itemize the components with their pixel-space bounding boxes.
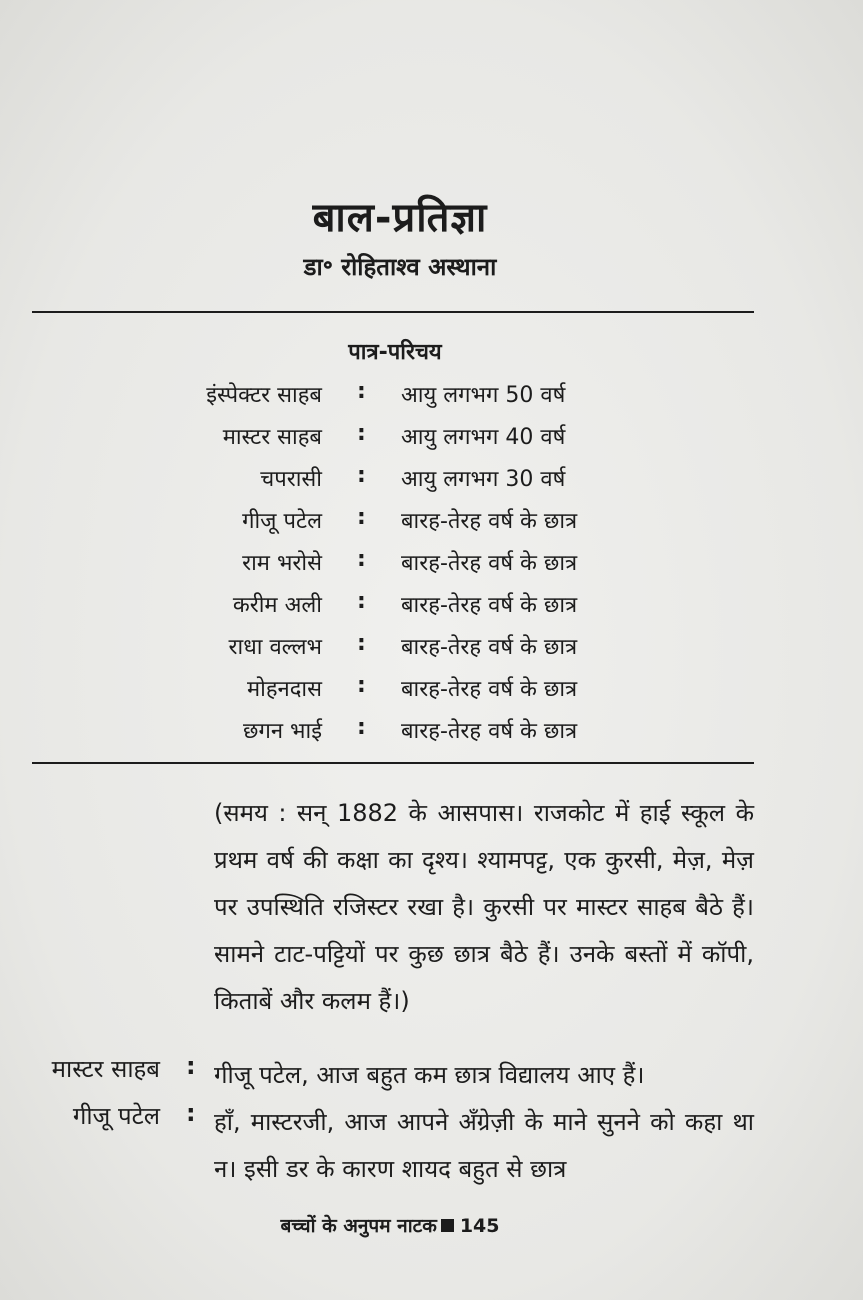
separator-colon: : [357, 547, 366, 572]
character-description: बारह-तेरह वर्ष के छात्र [401, 719, 578, 744]
square-bullet-icon [441, 1219, 454, 1232]
character-name: मोहनदास [247, 677, 322, 702]
cast-row [0, 625, 863, 667]
separator-colon: : [357, 505, 366, 530]
separator-colon: : [186, 1099, 196, 1127]
cast-row [0, 499, 863, 541]
character-description: बारह-तेरह वर्ष के छात्र [401, 593, 578, 618]
separator-colon: : [357, 421, 366, 446]
character-description: बारह-तेरह वर्ष के छात्र [401, 509, 578, 534]
play-title: बाल-प्रतिज्ञा [312, 195, 488, 241]
character-description: आयु लगभग 30 वर्ष [401, 467, 566, 492]
cast-row [0, 373, 863, 415]
separator-colon: : [357, 631, 366, 656]
cast-row [0, 709, 863, 751]
separator-colon: : [186, 1052, 196, 1080]
separator-colon: : [357, 379, 366, 404]
top-divider [32, 311, 754, 313]
speaker-name: गीजू पटेल [72, 1102, 160, 1130]
dialogue-text: गीजू पटेल, आज बहुत कम छात्र विद्यालय आए हैं। [214, 1061, 645, 1089]
cast-row [0, 583, 863, 625]
cast-row [0, 415, 863, 457]
dialogue-text: हाँ, मास्टरजी, आज आपने अँग्रेज़ी के माने सुनने को कहा था न। इसी डर के कारण शायद बहुत से छात्र [214, 1108, 754, 1183]
character-name: करीम अली [232, 593, 322, 618]
book-title: बच्चों के अनुपम नाटक [280, 1215, 437, 1237]
character-description: बारह-तेरह वर्ष के छात्र [401, 677, 578, 702]
separator-colon: : [357, 463, 366, 488]
character-name: राधा वल्लभ [228, 635, 322, 660]
character-name: मास्टर साहब [222, 425, 322, 450]
character-name: गीजू पटेल [242, 509, 322, 534]
cast-list [0, 373, 863, 751]
cast-row [0, 541, 863, 583]
character-name: चपरासी [260, 467, 322, 492]
character-name: राम भरोसे [242, 551, 322, 576]
separator-colon: : [357, 589, 366, 614]
cast-row [0, 457, 863, 499]
character-description: आयु लगभग 40 वर्ष [401, 425, 566, 450]
cast-heading: पात्र-परिचय [348, 340, 442, 365]
character-description: बारह-तेरह वर्ष के छात्र [401, 551, 578, 576]
character-name: छगन भाई [243, 719, 322, 744]
author-name: डा॰ रोहिताश्व अस्थाना [303, 253, 497, 281]
separator-colon: : [357, 715, 366, 740]
character-description: आयु लगभग 50 वर्ष [401, 383, 566, 408]
character-description: बारह-तेरह वर्ष के छात्र [401, 635, 578, 660]
character-name: इंस्पेक्टर साहब [206, 383, 322, 408]
page-number: 145 [459, 1215, 500, 1237]
page-footer [0, 1212, 780, 1238]
cast-row [0, 667, 863, 709]
speaker-name: मास्टर साहब [51, 1055, 160, 1083]
bottom-divider [32, 762, 754, 764]
stage-direction: (समय : सन् 1882 के आसपास। राजकोट में हाई स्कूल के प्रथम वर्ष की कक्षा का दृश्य। श्यामपट्ट, एक कुरसी, मेज़, मेज़ पर उपस्थिति रजिस्टर रखा है। कुरसी पर मास्टर साहब बैठे हैं। सामने टाट-पट्टियों पर कुछ छात्र बैठे हैं। उनके बस्तों में कॉपी, किताबें और कलम हैं।) [214, 799, 754, 1015]
separator-colon: : [357, 673, 366, 698]
